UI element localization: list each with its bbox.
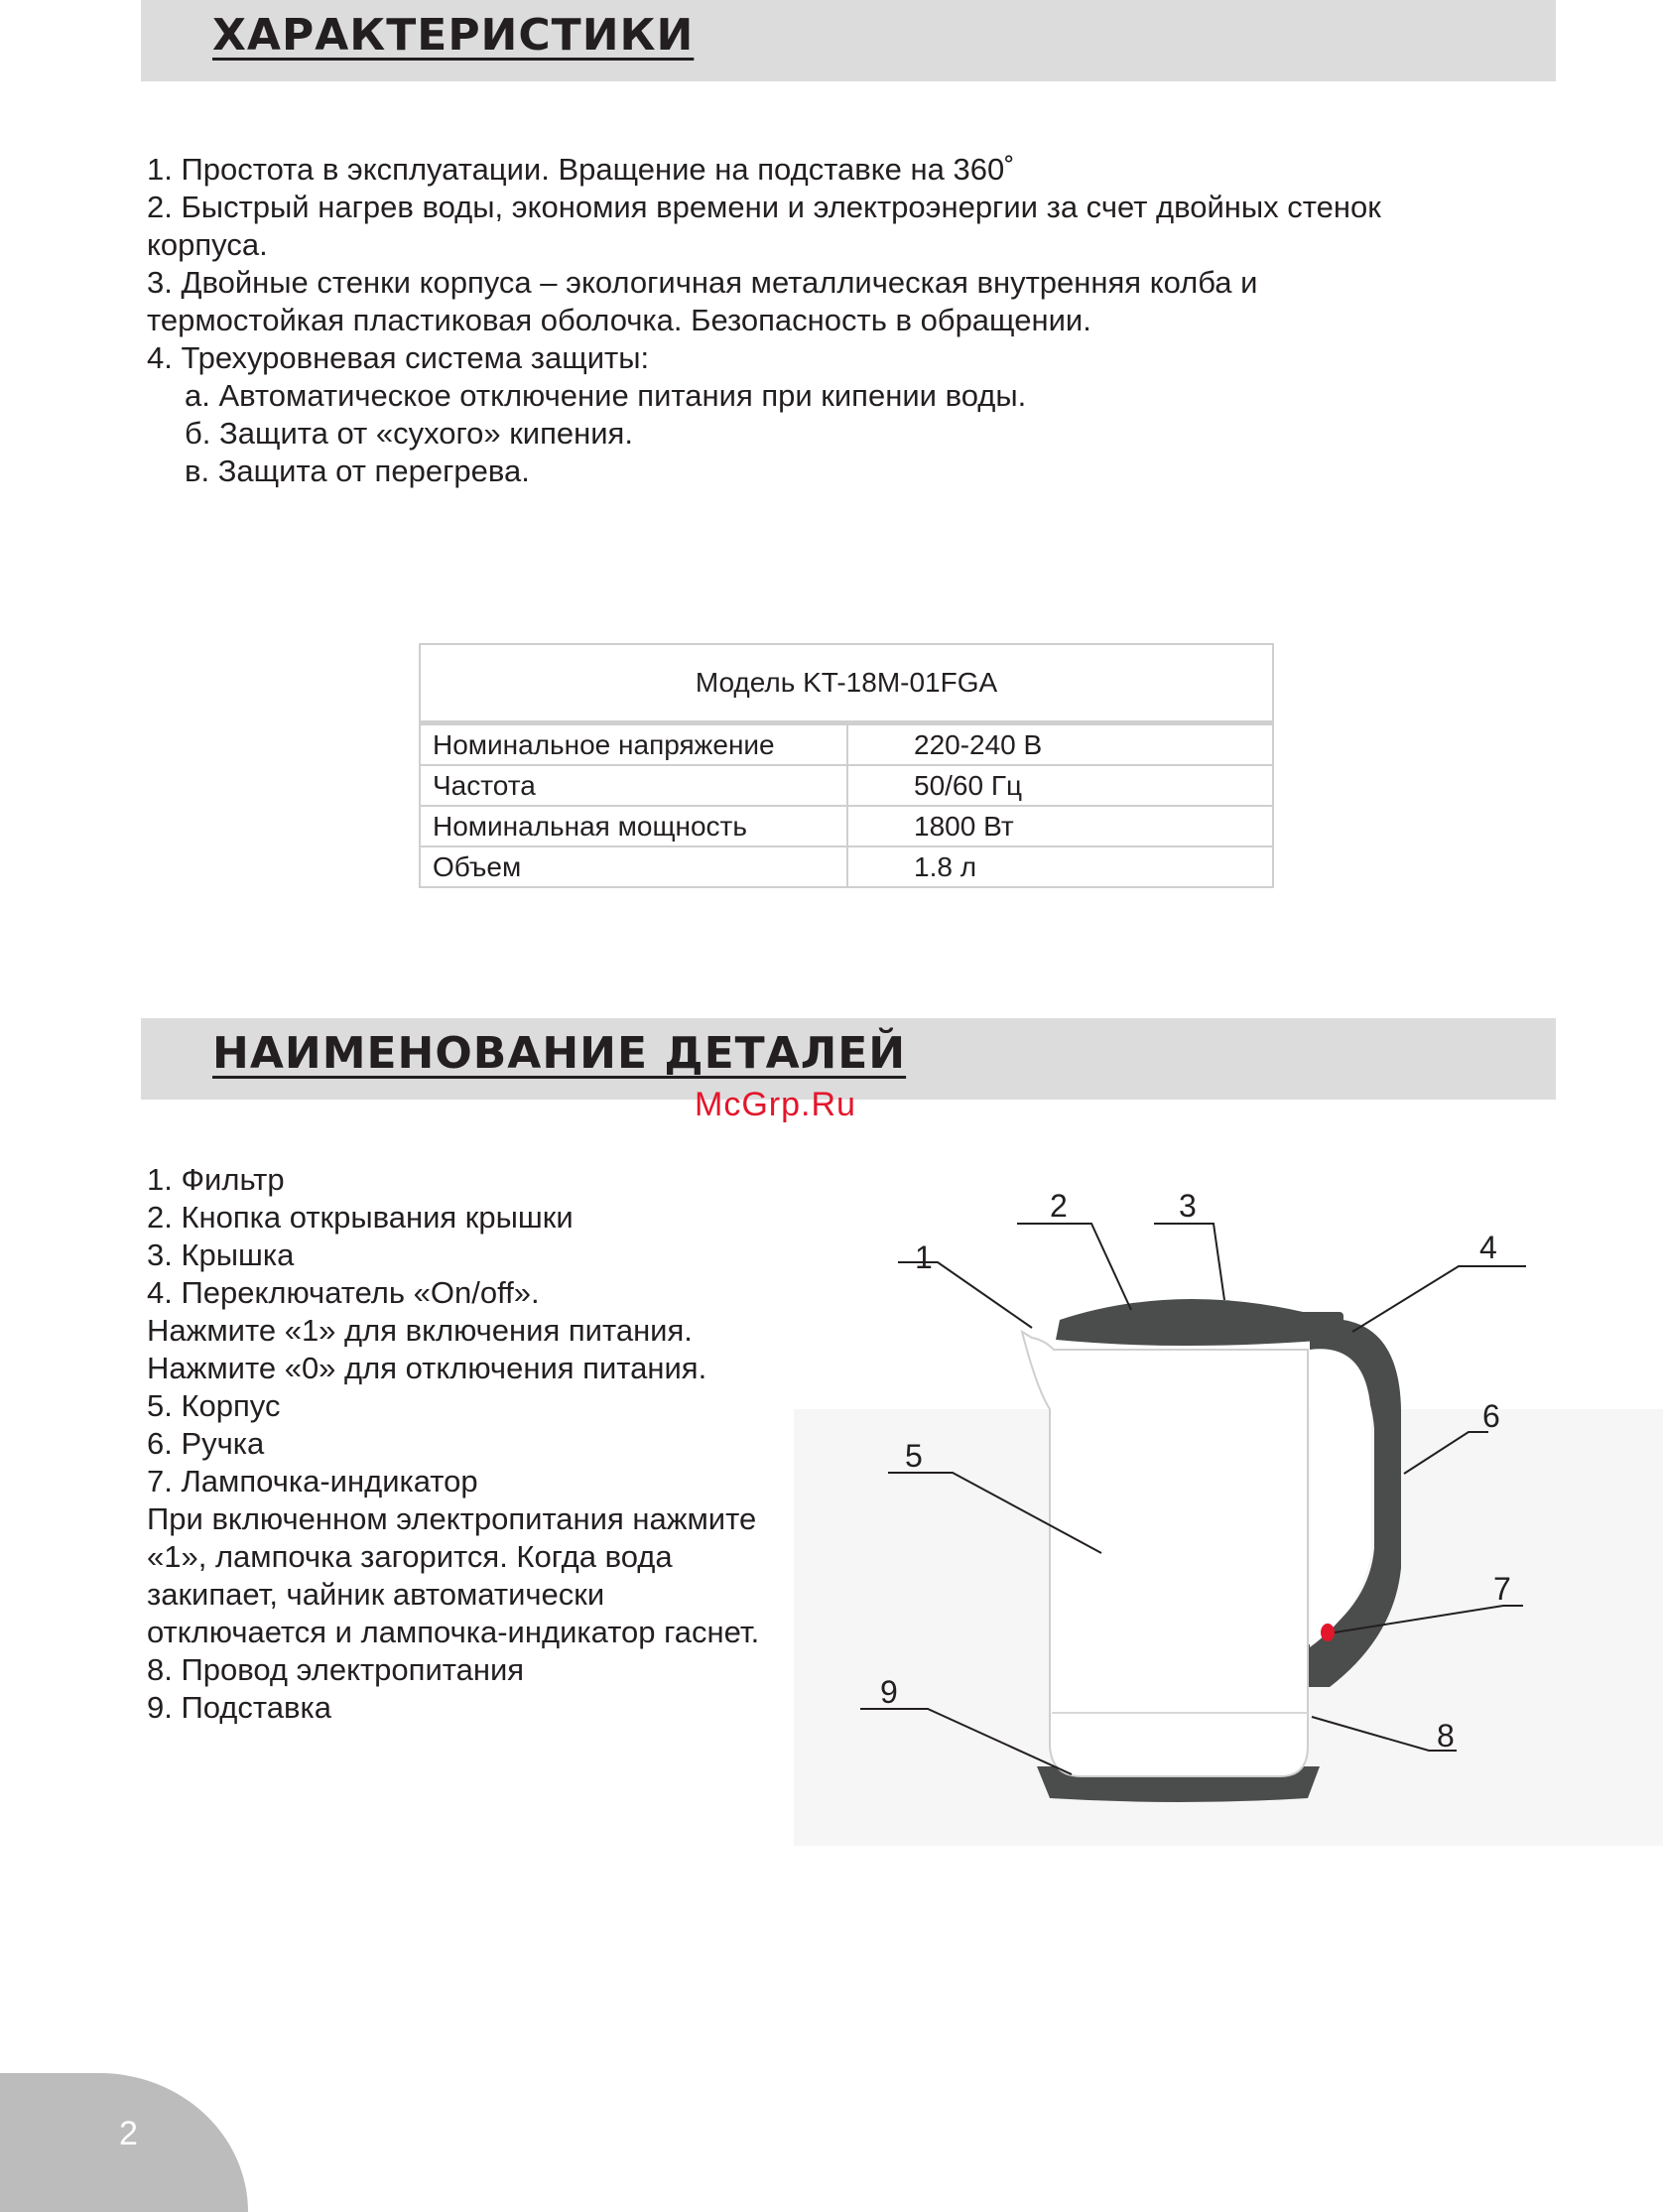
feature-line: термостойкая пластиковая оболочка. Безопасность в обращении.: [147, 303, 1091, 337]
callout-9: 9: [880, 1674, 898, 1710]
spec-label: Номинальное напряжение: [420, 723, 847, 766]
spec-row: [420, 765, 1273, 806]
spec-label: Объем: [420, 846, 847, 887]
spec-model-row: [420, 644, 1273, 723]
callout-7: 7: [1493, 1571, 1511, 1607]
spec-value: 50/60 Гц: [847, 765, 1273, 806]
part-line: 7. Лампочка-индикатор: [147, 1464, 478, 1498]
spec-model: Модель KT-18M-01FGA: [420, 644, 1273, 723]
callout-5: 5: [905, 1438, 923, 1474]
feature-subline: б. Защита от «сухого» кипения.: [185, 416, 633, 451]
spec-value: 1.8 л: [847, 846, 1273, 887]
feature-subline: в. Защита от перегрева.: [185, 454, 530, 488]
spec-label: Частота: [420, 765, 847, 806]
callout-8: 8: [1437, 1718, 1455, 1754]
feature-line: 1. Простота в эксплуатации. Вращение на подставке на 360˚: [147, 152, 1015, 187]
part-line: 8. Провод электропитания: [147, 1652, 525, 1687]
spec-table: [419, 643, 1274, 888]
spec-value: 1800 Вт: [847, 806, 1273, 846]
spec-row: [420, 846, 1273, 887]
feature-line: 2. Быстрый нагрев воды, экономия времени и электроэнергии за счет двойных стенок: [147, 190, 1381, 224]
section-title-parts: НАИМЕНОВАНИЕ ДЕТАЛЕЙ: [212, 1028, 907, 1079]
feature-line: 3. Двойные стенки корпуса – экологичная металлическая внутренняя колба и: [147, 265, 1258, 300]
feature-subline: а. Автоматическое отключение питания при кипении воды.: [185, 378, 1027, 413]
part-line: закипает, чайник автоматически: [147, 1577, 605, 1612]
section-header-band: [141, 0, 1556, 81]
on-off-switch: [1296, 1312, 1343, 1330]
callout-1: 1: [915, 1239, 933, 1275]
lid: [1056, 1299, 1332, 1346]
part-line: 1. Фильтр: [147, 1162, 285, 1197]
parts-list: [147, 1161, 759, 1727]
kettle-diagram: [794, 1166, 1663, 1861]
kettle-body: [1022, 1332, 1308, 1776]
part-line: При включенном электропитания нажмите: [147, 1501, 757, 1536]
part-line: Нажмите «1» для включения питания.: [147, 1313, 693, 1348]
part-line: 3. Крышка: [147, 1237, 295, 1272]
part-line: «1», лампочка загорится. Когда вода: [147, 1539, 673, 1574]
indicator-lamp: [1321, 1624, 1335, 1641]
spec-row: [420, 723, 1273, 766]
part-line: Нажмите «0» для отключения питания.: [147, 1351, 707, 1385]
watermark-text: McGrp.Ru: [695, 1086, 856, 1123]
part-line: 9. Подставка: [147, 1690, 331, 1725]
page-number: 2: [119, 2115, 138, 2152]
feature-line: корпуса.: [147, 227, 268, 262]
callout-4: 4: [1479, 1230, 1497, 1265]
feature-line: 4. Трехуровневая система защиты:: [147, 340, 650, 375]
part-line: 6. Ручка: [147, 1426, 265, 1461]
part-line: 2. Кнопка открывания крышки: [147, 1200, 574, 1235]
spec-label: Номинальная мощность: [420, 806, 847, 846]
part-line: 5. Корпус: [147, 1388, 281, 1423]
part-line: 4. Переключатель «On/off».: [147, 1275, 540, 1310]
callout-2: 2: [1050, 1188, 1068, 1224]
spec-value: 220-240 В: [847, 723, 1273, 766]
part-line: отключается и лампочка-индикатор гаснет.: [147, 1615, 760, 1649]
callout-6: 6: [1482, 1398, 1500, 1434]
callout-3: 3: [1179, 1188, 1197, 1224]
section-title-characteristics: ХАРАКТЕРИСТИКИ: [212, 10, 695, 61]
spec-row: [420, 806, 1273, 846]
features-list: [147, 151, 1381, 490]
